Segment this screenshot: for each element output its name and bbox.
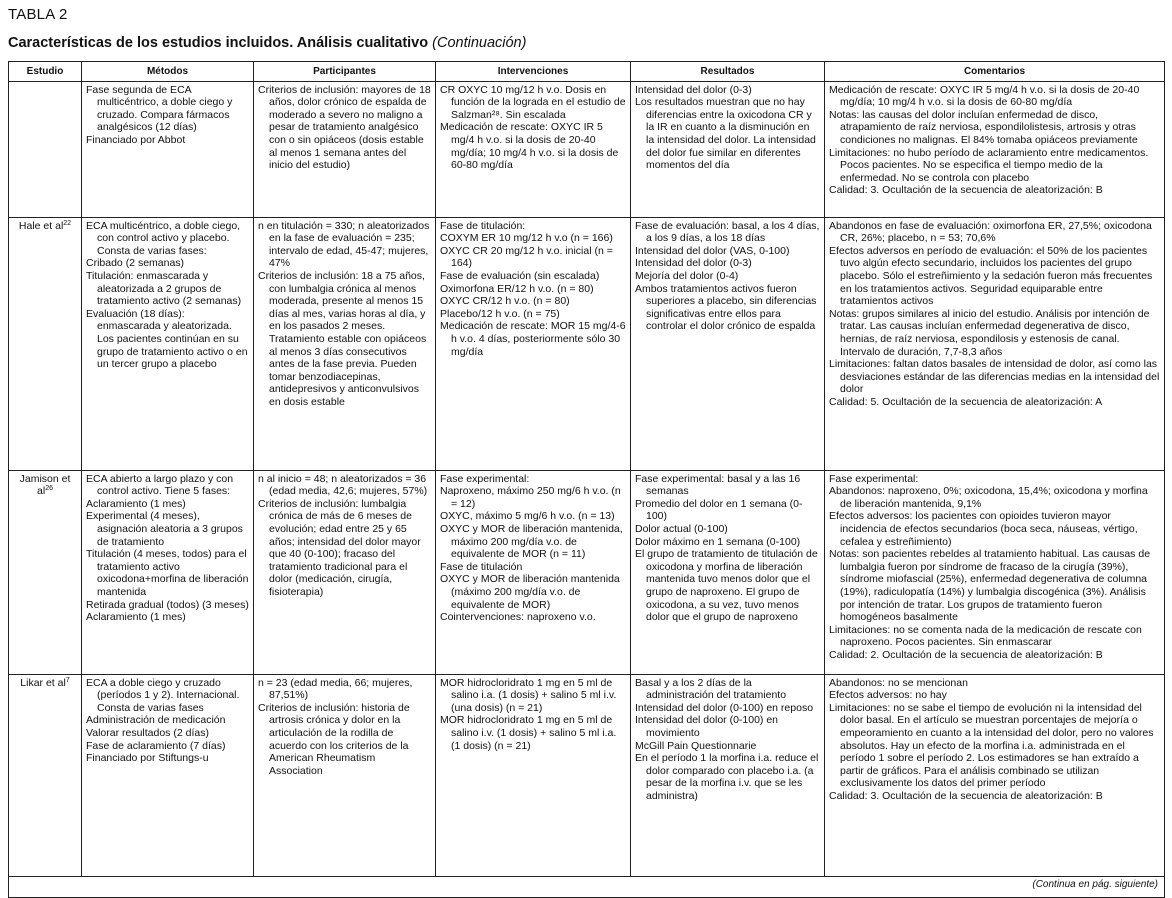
interventions-entry: CR OXYC 10 mg/12 h v.o. Dosis en función de la lograda en el estudio de Salzman²⁸. Sin escalada bbox=[440, 83, 626, 121]
interventions-entry: Placebo/12 h v.o. (n = 75) bbox=[440, 307, 560, 320]
results-entry: Promedio del dolor en 1 semana (0-100) bbox=[635, 497, 803, 523]
participants-entry: Criterios de inclusión: historia de artrosis crónica y dolor en la articulación de la rodilla de acuerdo con los criterios de la American Rheumatism Association bbox=[258, 701, 410, 777]
results-entry: En el período 1 la morfina i.a. reduce el dolor comparado con placebo i.a. (a pesar de la morfina i.v. que se les administra) bbox=[635, 752, 819, 802]
study-name: Likar et al bbox=[20, 676, 66, 689]
results-entry: El grupo de tratamiento de titulación de oxicodona y morfina de liberación mantenida tuvo menos dolor que el grupo de naproxeno. El grupo de oxicodona, a su vez, tuvo menos dolor que el grupo de naproxeno bbox=[635, 548, 818, 624]
caption-title: Características de los estudios incluidos. Análisis cualitativo bbox=[8, 35, 429, 51]
interventions-entry: Cointervenciones: naproxeno v.o. bbox=[440, 611, 596, 624]
header-comentarios: Comentarios bbox=[825, 62, 1165, 82]
results-entry: Dolor máximo en 1 semana (0-100) bbox=[635, 535, 801, 548]
methods-entry: Valorar resultados (2 días) bbox=[86, 726, 209, 739]
interventions-cell bbox=[436, 217, 631, 470]
results-cell bbox=[631, 674, 825, 876]
table-row bbox=[9, 81, 1165, 217]
results-entry: Intensidad del dolor (VAS, 0-100) bbox=[635, 244, 790, 257]
methods-entry: Financiado por Abbot bbox=[86, 133, 186, 146]
interventions-entry: OXYC CR 20 mg/12 h v.o. inicial (n = 164) bbox=[440, 244, 613, 270]
interventions-entry: Naproxeno, máximo 250 mg/6 h v.o. (n = 12) bbox=[440, 485, 621, 510]
comments-entry: Limitaciones: no se comenta nada de la medicación de rescate con naproxeno. Pocos pacientes. Sin enmascarar bbox=[829, 623, 1142, 649]
interventions-entry: Medicación de rescate: MOR 15 mg/4-6 h v.o. 4 días, posteriormente sólo 30 mg/día bbox=[440, 320, 626, 358]
methods-entry: Aclaramiento (1 mes) bbox=[86, 611, 186, 624]
participants-cell bbox=[254, 81, 436, 217]
results-entry: Dolor actual (0-100) bbox=[635, 522, 728, 535]
study-cell bbox=[9, 470, 82, 674]
methods-entry: Experimental (4 meses), asignación aleatoria a 3 grupos de tratamiento bbox=[86, 510, 243, 548]
comments-cell bbox=[825, 470, 1165, 674]
interventions-entry: OXYC y MOR de liberación mantenida, máximo 200 mg/día v.o. de equivalente de MOR (n = 11) bbox=[440, 522, 623, 561]
comments-cell bbox=[825, 674, 1165, 876]
interventions-entry: Fase de titulación: bbox=[440, 219, 526, 232]
comments-entry: Notas: son pacientes rebeldes al tratamiento habitual. Las causas de lumbalgia fueron por síndrome de fracaso de la cirugía (39%), síndrome miofascial (25%), enfermedad degenerativa de columna (19%), radiculopatía (14%) y lumbalgia discogénica (3%). Análisis por intención de tratar. Los grupos de tratamiento fueron homogéneos basalmente bbox=[829, 548, 1151, 624]
participants-entry: Criterios de inclusión: 18 a 75 años, con lumbalgia crónica al menos moderada, presente al menos 15 días al mes, varias horas al día, y en los pasados 2 meses. Tratamiento estable con opiáceos al menos 3 días consecutivos antes de la fase previa. Pueden tomar benzodiacepinas, antidepresivos y anticonvulsivos en dosis estable bbox=[258, 269, 427, 408]
methods-cell bbox=[82, 470, 254, 674]
footer-row bbox=[9, 876, 1165, 898]
methods-entry: Cribado (2 semanas) bbox=[86, 257, 185, 270]
methods-cell bbox=[82, 81, 254, 217]
comments-cell bbox=[825, 81, 1165, 217]
methods-cell bbox=[82, 674, 254, 876]
study-reference: 7 bbox=[65, 676, 70, 684]
table-row bbox=[9, 217, 1165, 470]
study-name: Jamison et al bbox=[19, 472, 71, 498]
comments-entry: Efectos adversos en período de evaluación: el 50% de los pacientes tuvo algún efecto secundario, incluidos los pacientes del grupo placebo. Sólo el estreñimiento y la sedación fueron más frecuentes en los tratamientos activos. Seguridad equiparable entre tratamientos activos bbox=[829, 244, 1153, 308]
header-intervenciones: Intervenciones bbox=[436, 62, 631, 82]
interventions-entry: MOR hidrocloridrato 1 mg en 5 ml de salino i.v. (1 dosis) + salino 5 ml i.a. (1 dosis) (n = 21) bbox=[440, 714, 617, 752]
study-cell bbox=[9, 81, 82, 217]
results-entry: Fase experimental: basal y a las 16 semanas bbox=[635, 472, 801, 498]
results-entry: Basal y a los 2 días de la administración del tratamiento bbox=[635, 676, 787, 702]
comments-entry: Fase experimental: bbox=[829, 472, 919, 485]
comments-entry: Calidad: 5. Ocultación de la secuencia de aleatorización: A bbox=[829, 395, 1103, 408]
interventions-entry: OXYC, máximo 5 mg/6 h v.o. (n = 13) bbox=[440, 510, 615, 523]
methods-entry: Titulación: enmascarada y aleatorizada a 2 grupos de tratamiento activo (2 semanas) bbox=[86, 269, 242, 308]
comments-entry: Notas: grupos similares al inicio del estudio. Análisis por intención de tratar. Las causas incluían enfermedad degenerativa de disco, hernias, de raíz nerviosa, espondilosis y estenosis de canal. Intervalo de duración, 7,7-8,3 años bbox=[829, 307, 1150, 358]
table-row bbox=[9, 470, 1165, 674]
header-row bbox=[9, 62, 1165, 82]
results-cell bbox=[631, 81, 825, 217]
methods-entry: Evaluación (18 días): enmascarada y aleatorizada. Los pacientes continúan en su grupo de tratamiento activo o en un tercer grupo a placebo bbox=[86, 307, 248, 371]
results-entry: Ambos tratamientos activos fueron superiores a placebo, sin diferencias significativas entre ellos para controlar el dolor crónico de espalda bbox=[635, 282, 817, 333]
studies-table bbox=[8, 61, 1165, 898]
methods-entry: Retirada gradual (todos) (3 meses) bbox=[86, 598, 249, 611]
comments-entry: Medicación de rescate: OXYC IR 5 mg/4 h v.o. si la dosis de 20-40 mg/día; 10 mg/4 h v.o. si la dosis de 60-80 mg/día bbox=[829, 83, 1140, 109]
study-reference: 26 bbox=[45, 485, 53, 493]
interventions-entry: Fase experimental: bbox=[440, 472, 530, 485]
header-resultados: Resultados bbox=[631, 62, 825, 82]
comments-entry: Abandonos en fase de evaluación: oximorfona ER, 27,5%; oxicodona CR, 26%; placebo, n = 53; 70,6% bbox=[829, 219, 1152, 245]
methods-entry: Fase segunda de ECA multicéntrico, a doble ciego y cruzado. Compara fármacos analgésicos (12 días) bbox=[86, 83, 233, 134]
results-cell bbox=[631, 217, 825, 470]
header-metodos: Métodos bbox=[82, 62, 254, 82]
results-entry: McGill Pain Questionnarie bbox=[635, 739, 757, 752]
results-entry: Fase de evaluación: basal, a los 4 días, a los 9 días, a los 18 días bbox=[635, 219, 820, 245]
participants-entry: n = 23 (edad media, 66; mujeres, 87,51%) bbox=[258, 676, 413, 702]
comments-entry: Efectos adversos: los pacientes con opioides tuvieron mayor incidencia de efectos secundarios (boca seca, náuseas, vértigo, cefalea y estreñimiento) bbox=[829, 510, 1138, 548]
continuation-note: (Continua en pág. siguiente) bbox=[9, 876, 1165, 898]
interventions-entry: OXYC CR/12 h v.o. (n = 80) bbox=[440, 295, 570, 308]
comments-entry: Abandonos: no se mencionan bbox=[829, 676, 968, 689]
interventions-entry: COXYM ER 10 mg/12 h v.o (n = 166) bbox=[440, 232, 613, 245]
participants-entry: Criterios de inclusión: lumbalgia crónica de más de 6 meses de evolución; edad entre 25 y 65 años; intensidad del dolor mayor que 40 (0-100); fracaso del tratamiento tradicional para el dolor (medicación, cirugía, fisioterapia) bbox=[258, 497, 421, 598]
caption-continuation: (Continuación) bbox=[432, 35, 527, 51]
methods-entry: Fase de aclaramiento (7 días) bbox=[86, 739, 226, 752]
comments-entry: Limitaciones: no hubo período de aclaramiento entre medicamentos. Pocos pacientes. No se especifica el tiempo medio de la enfermedad. No se controla con placebo bbox=[829, 146, 1149, 184]
comments-entry: Limitaciones: faltan datos basales de intensidad de dolor, así como las desviaciones estándar de las diferencias medias en la intensidad del dolor bbox=[829, 358, 1160, 396]
results-entry: Los resultados muestran que no hay diferencias entre la oxicodona CR y la IR en cuanto a la disminución en la intensidad del dolor. La intensidad del dolor fue similar en diferentes momentos del día bbox=[635, 96, 816, 172]
interventions-entry: Medicación de rescate: OXYC IR 5 mg/4 h v.o. si la dosis de 20-40 mg/día; 10 mg/4 h v.o. si la dosis de 60-80 mg/día bbox=[440, 121, 619, 172]
participants-entry: n en titulación = 330; n aleatorizados en la fase de evaluación = 235; intervalo de edad, 45-47; mujeres, 47% bbox=[258, 219, 430, 270]
methods-entry: Financiado por Stiftungs-u bbox=[86, 752, 209, 765]
header-participantes: Participantes bbox=[254, 62, 436, 82]
participants-cell bbox=[254, 217, 436, 470]
comments-entry: Limitaciones: no se sabe el tiempo de evolución ni la intensidad del dolor basal. En el artículo se muestran porcentajes de mejoría o empeoramiento en cuanto a la intensidad del dolor, pero no valores absolutos. Hay un efecto de la morfina i.a. administrada en el período 1 sobre el período 2. Los estimadores se han extraído a partir de gráficos. Para el análisis combinado se utilizan exclusivamente los datos del primer período bbox=[829, 701, 1154, 790]
table-row bbox=[9, 674, 1165, 876]
study-cell bbox=[9, 217, 82, 470]
study-cell bbox=[9, 674, 82, 876]
comments-entry: Calidad: 2. Ocultación de la secuencia de aleatorización: B bbox=[829, 648, 1103, 661]
methods-cell bbox=[82, 217, 254, 470]
methods-entry: Administración de medicación bbox=[86, 714, 226, 727]
study-reference: 22 bbox=[63, 219, 72, 227]
table-label: TABLA 2 bbox=[8, 6, 68, 23]
interventions-cell bbox=[436, 81, 631, 217]
interventions-entry: Fase de titulación bbox=[440, 560, 523, 573]
comments-entry: Abandonos: naproxeno, 0%; oxicodona, 15,4%; oxicodona y morfina de liberación mantenida, 9,1% bbox=[829, 485, 1148, 510]
methods-entry: ECA abierto a largo plazo y con control activo. Tiene 5 fases: bbox=[86, 472, 234, 498]
participants-cell bbox=[254, 674, 436, 876]
comments-entry: Notas: las causas del dolor incluían enfermedad de disco, atrapamiento de raíz nerviosa, espondilolistesis, artrosis y otras condiciones no malignas. El 84% tomaba opiáceos previamente bbox=[829, 108, 1138, 146]
participants-entry: n al inicio = 48; n aleatorizados = 36 (edad media, 42,6; mujeres, 57%) bbox=[258, 472, 428, 498]
participants-cell bbox=[254, 470, 436, 674]
results-cell bbox=[631, 470, 825, 674]
methods-entry: ECA a doble ciego y cruzado (períodos 1 y 2). Internacional. Consta de varias fases bbox=[86, 676, 240, 714]
comments-entry: Calidad: 3. Ocultación de la secuencia de aleatorización: B bbox=[829, 789, 1103, 802]
results-entry: Mejoría del dolor (0-4) bbox=[635, 269, 739, 282]
comments-cell bbox=[825, 217, 1165, 470]
results-entry: Intensidad del dolor (0-3) bbox=[635, 83, 752, 96]
interventions-entry: OXYC y MOR de liberación mantenida (máximo 200 mg/día v.o. de equivalente de MOR) bbox=[440, 573, 620, 611]
results-entry: Intensidad del dolor (0-100) en movimiento bbox=[635, 714, 779, 739]
methods-entry: Titulación (4 meses, todos) para el tratamiento activo oxicodona+morfina de liberación mantenida bbox=[86, 548, 249, 598]
interventions-entry: Oximorfona ER/12 h v.o. (n = 80) bbox=[440, 282, 594, 295]
methods-entry: Aclaramiento (1 mes) bbox=[86, 497, 186, 510]
comments-entry: Calidad: 3. Ocultación de la secuencia de aleatorización: B bbox=[829, 184, 1103, 197]
interventions-entry: MOR hidrocloridrato 1 mg en 5 ml de salino i.a. (1 dosis) + salino 5 ml i.v. (una dosis) (n = 21) bbox=[440, 676, 617, 714]
header-estudio: Estudio bbox=[9, 62, 82, 82]
study-name: Hale et al bbox=[18, 219, 64, 232]
interventions-cell bbox=[436, 674, 631, 876]
results-entry: Intensidad del dolor (0-100) en reposo bbox=[635, 701, 814, 714]
table-caption bbox=[8, 35, 526, 51]
interventions-entry: Fase de evaluación (sin escalada) bbox=[440, 269, 600, 282]
results-entry: Intensidad del dolor (0-3) bbox=[635, 257, 752, 270]
interventions-cell bbox=[436, 470, 631, 674]
methods-entry: ECA multicéntrico, a doble ciego, con control activo y placebo. Consta de varias fases: bbox=[86, 219, 241, 257]
comments-entry: Efectos adversos: no hay bbox=[829, 689, 947, 702]
participants-entry: Criterios de inclusión: mayores de 18 años, dolor crónico de espalda de moderado a severo no maligno a pesar de tratamiento analgésico con o sin opiáceos (dosis estable al menos 1 semana antes del inicio del estudio) bbox=[258, 83, 431, 172]
